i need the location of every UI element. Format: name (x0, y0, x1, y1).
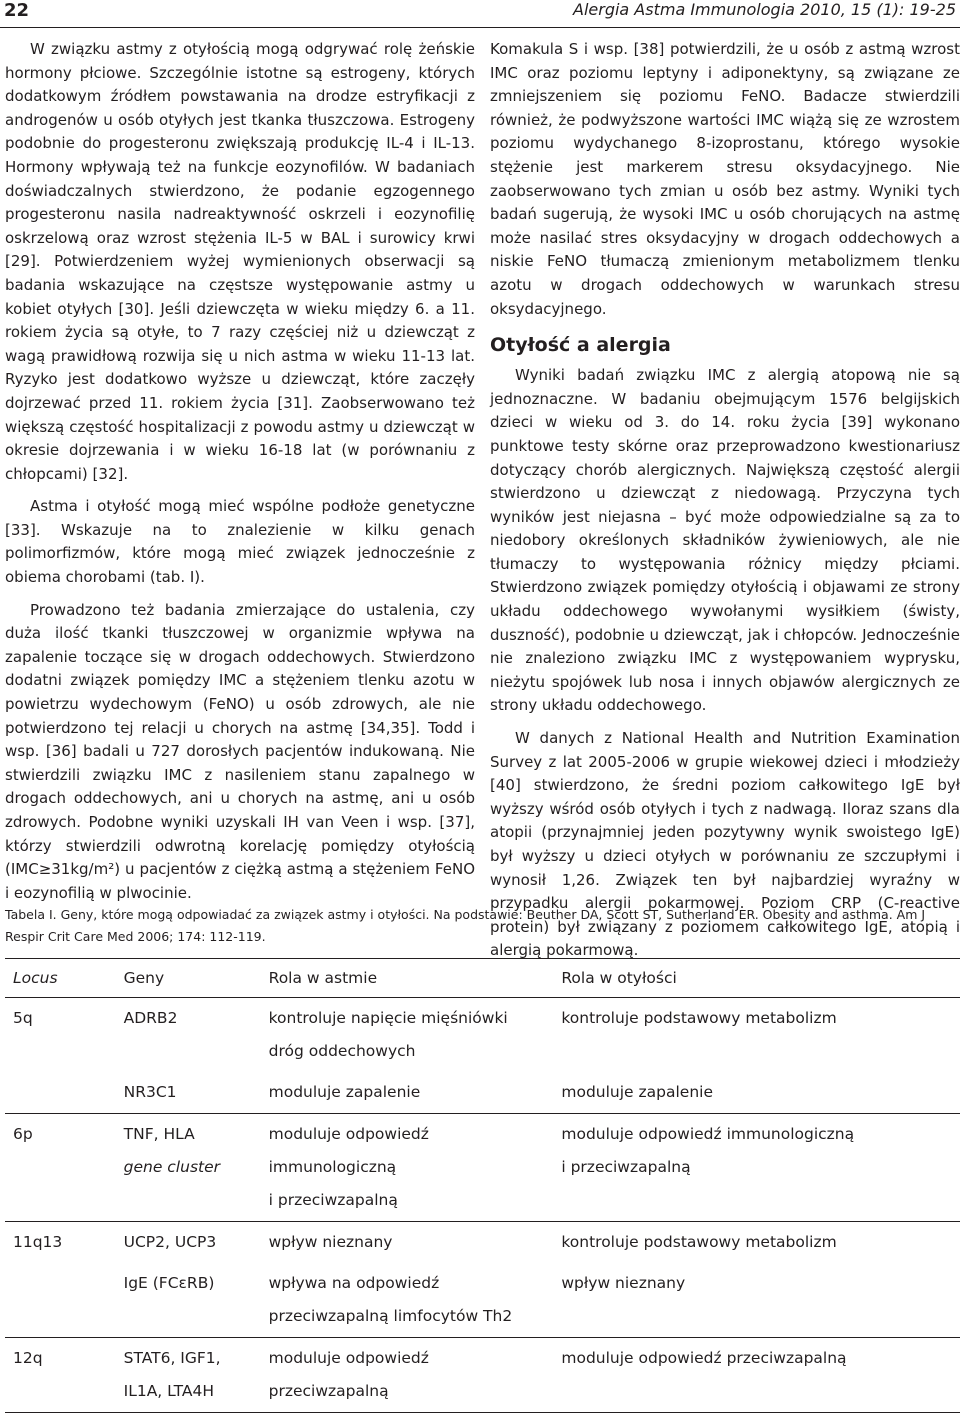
cell-line: moduluje odpowiedź (268, 1125, 429, 1143)
column-header-obesity-role: Rola w otyłości (561, 969, 677, 987)
cell-genes (118, 1338, 263, 1413)
gene-table (5, 958, 960, 1413)
cell-obesity-role (555, 1338, 960, 1413)
right-column (490, 38, 960, 963)
column-header-asthma-role: Rola w astmie (268, 969, 378, 987)
cell-line: immunologiczną (268, 1158, 397, 1176)
cell-line: IL1A, LTA4H (123, 1382, 215, 1400)
cell-line: moduluje zapalenie (268, 1083, 421, 1101)
cell-asthma-role (263, 1072, 556, 1114)
cell-genes (118, 1263, 263, 1338)
cell-line: i przeciwzapalną (268, 1191, 398, 1209)
table-row (5, 998, 960, 1073)
table-row (5, 1114, 960, 1222)
page-header (0, 0, 960, 30)
body-paragraph: W danych z National Health and Nutrition Examination Survey z lat 2005-2006 w grupie wiekowej dzieci i młodzieży [40] stwierdzono, że średni poziom całkowitego IgE był wyższy wśród osób otyłych i tych z nadwagą. Iloraz szans dla atopii (przynajmniej jeden pozytywny wynik swoistego IgE) był wyższy u dzieci otyłych w porównaniu ze szczupłymi i wynosił 1,26. Związek ten był najbardziej wyraźny w przypadku alergii pokarmowej. Poziom CRP (C-reactive protein) był związany z poziomem całkowitego IgE, atopią i alergią pokarmową. (490, 729, 960, 960)
cell-obesity-role (555, 1222, 960, 1264)
cell-locus (5, 1114, 118, 1222)
cell-line: i przeciwzapalną (561, 1158, 691, 1176)
cell-line: 12q (13, 1349, 43, 1367)
body-paragraph: Komakula S i wsp. [38] potwierdzili, że u osób z astmą wzrost IMC oraz poziomu leptyny i adiponektyny, są związane ze zmniejszeniem się poziomu FeNO. Badacze stwierdzili również, że podwyższone wartości IMC wiążą się ze wzrostem poziomu wydychanego 8-izoprostanu, którego wysokie stężenie jest markerem stresu oksydacyjnego. Nie zaobserwowano tych zmian u osób bez astmy. Wyniki tych badań sugerują, że wysoki IMC u osób chorujących na astmę może nasilać stres oksydacyjny w drogach oddechowych a niskie FeNO tłumaczą zmienionym metabolizmem tlenku azotu w drogach oddechowych w warunkach stresu oksydacyjnego. (490, 40, 960, 318)
table-row (5, 1263, 960, 1338)
cell-line: przeciwzapalną (268, 1382, 389, 1400)
cell-genes (118, 1222, 263, 1264)
cell-line: kontroluje podstawowy metabolizm (561, 1233, 837, 1251)
cell-locus (5, 1072, 118, 1114)
body-paragraph: Prowadzono też badania zmierzające do ustalenia, czy duża ilość tkanki tłuszczowej w organizmie wpływa na zapalenie toczące się w drogach oddechowych. Stwierdzono dodatni związek pomiędzy IMC a stężeniem tlenku azotu w powietrzu wydechowym (FeNO) u osób zdrowych, ale nie potwierdzono tej relacji u chorych na astmę [34,35]. Todd i wsp. [36] badali u 727 dorosłych pacjentów indukowaną. Nie stwierdzili związku IMC z nasileniem stanu zapalnego w drogach oddechowych, ani u chorych na astmę, ani u osób zdrowych. Podobne wyniki uzyskali IH van Veen i wsp. [37], którzy stwierdzili odwrotną korelację pomiędzy otyłością (IMC≥31kg/m²) u pacjentów z ciężką astmą a stężeniem FeNO i eozynofilią w plwocinie. (5, 600, 475, 902)
cell-line: kontroluje podstawowy metabolizm (561, 1009, 837, 1027)
body-paragraph: W związku astmy z otyłością mogą odgrywać rolę żeńskie hormony płciowe. Szczególnie istotne są estrogeny, których dodatkowym źródłem powstawania na drodze estryfikacji z androgenów u osób otyłych jest tkanka tłuszczowa. Estrogeny podobnie do progesteronu zwiększają produkcję IL-4 i IL-13. Hormony wpływają też na funkcje eozynofilów. W badaniach doświadczalnych stwierdzono, że podanie egzogennego progesteronu nasila nadreaktywność oskrzeli i eozynofilię oskrzelową oraz wzrost stężenia IL-5 w BAL i surowicy krwi [29]. Potwierdzeniem wyżej wymienionych obserwacji są badania wskazujące na częstsze występowanie astmy u kobiet otyłych [30]. Jeśli dziewczęta w wieku między 6. a 11. rokiem życia są otyłe, to 7 razy częściej niż u dziewcząt z wagą prawidłową rozwija się u nich astma w wieku 11-13 lat. Ryzyko jest dodatkowo wyższe u dziewcząt, które zaczęły dojrzewać przed 11. rokiem życia [31]. Zaobserwowano też większą częstość hospitalizacji z powodu astmy u dziewcząt w okresie dojrzewania i w wieku 16-18 lat (w porównaniu z chłopcami) [32]. (5, 40, 475, 483)
cell-genes (118, 1072, 263, 1114)
cell-line: moduluje odpowiedź immunologiczną (561, 1125, 855, 1143)
body-paragraph: Wyniki badań związku IMC z alergią atopową nie są jednoznaczne. W badaniu obejmującym 1576 belgijskich dzieci w wieku od 3. do 14. roku życia [39] wykonano punktowe testy skórne oraz przeprowadzono kwestionariusz dotyczący chorób alergicznych. Największą częstość alergii stwierdzono u dziewcząt z niedowagą. Przyczyna tych wyników jest niejasna – być może odpowiedzialne są za to niedobory określonych składników żywieniowych, ale nie tłumaczy to występowania różnicy między płciami. Stwierdzono związek pomiędzy otyłością i objawami ze strony układu oddechowego wywołanymi wysiłkiem (świsty, duszność), podobnie u dziewcząt, jak i chłopców. Jednocześnie nie znaleziono związku IMC z występowaniem wyprysku, nieżytu spojówek lub nosa i innych objawów alergicznych ze strony układu oddechowego. (490, 366, 960, 715)
cell-obesity-role (555, 1114, 960, 1222)
cell-line: wpływ nieznany (268, 1233, 393, 1251)
cell-locus (5, 1222, 118, 1264)
cell-line: STAT6, IGF1, (123, 1349, 221, 1367)
left-column (5, 38, 475, 905)
table-row (5, 1338, 960, 1413)
cell-asthma-role (263, 1222, 556, 1264)
cell-line: NR3C1 (123, 1083, 177, 1101)
cell-line: wpływ nieznany (561, 1274, 686, 1292)
cell-line: UCP2, UCP3 (123, 1233, 217, 1251)
cell-asthma-role (263, 1338, 556, 1413)
header-rule (0, 27, 960, 28)
cell-obesity-role (555, 1072, 960, 1114)
table-row (5, 1222, 960, 1264)
cell-line: dróg oddechowych (268, 1042, 416, 1060)
cell-asthma-role (263, 998, 556, 1073)
cell-locus (5, 1263, 118, 1338)
journal-citation: Alergia Astma Immunologia 2010, 15 (1): 19-25 (573, 0, 956, 19)
table-body (5, 998, 960, 1413)
cell-line: moduluje odpowiedź przeciwzapalną (561, 1349, 847, 1367)
column-header-locus: Locus (13, 969, 58, 987)
section-heading: Otyłość a alergia (490, 334, 671, 357)
table-header-row (5, 959, 960, 998)
cell-locus (5, 1338, 118, 1413)
cell-locus (5, 998, 118, 1073)
cell-line: gene cluster (123, 1158, 221, 1176)
cell-genes (118, 998, 263, 1073)
cell-obesity-role (555, 998, 960, 1073)
column-header-genes: Geny (123, 969, 165, 987)
cell-line: moduluje zapalenie (561, 1083, 713, 1101)
table (5, 958, 960, 1413)
table-row (5, 1072, 960, 1114)
cell-genes (118, 1114, 263, 1222)
page-number: 22 (4, 0, 30, 21)
cell-line: wpływa na odpowiedź (268, 1274, 440, 1292)
cell-line: IgE (FCεRB) (123, 1274, 215, 1292)
body-paragraph: Astma i otyłość mogą mieć wspólne podłoże genetyczne [33]. Wskazuje na to znalezienie w kilku genach polimorfizmów, które mogą mieć związek jednocześnie z obiema chorobami (tab. I). (5, 497, 475, 587)
cell-line: moduluje odpowiedź (268, 1349, 429, 1367)
cell-line: przeciwzapalną limfocytów Th2 (268, 1307, 513, 1325)
cell-obesity-role (555, 1263, 960, 1338)
table-caption: Tabela I. Geny, które mogą odpowiadać za związek astmy i otyłości. Na podstawie: Beuther DA, Scott ST, Sutherland ER. Obesity and asthma. Am J Respir Crit Care Med 2006; 174: 112-119. (5, 907, 926, 944)
cell-line: TNF, HLA (123, 1125, 195, 1143)
cell-line: 5q (13, 1009, 33, 1027)
cell-line: kontroluje napięcie mięśniówki (268, 1009, 508, 1027)
cell-line: 6p (13, 1125, 33, 1143)
cell-line: ADRB2 (123, 1009, 178, 1027)
cell-line: 11q13 (13, 1233, 63, 1251)
cell-asthma-role (263, 1114, 556, 1222)
cell-asthma-role (263, 1263, 556, 1338)
